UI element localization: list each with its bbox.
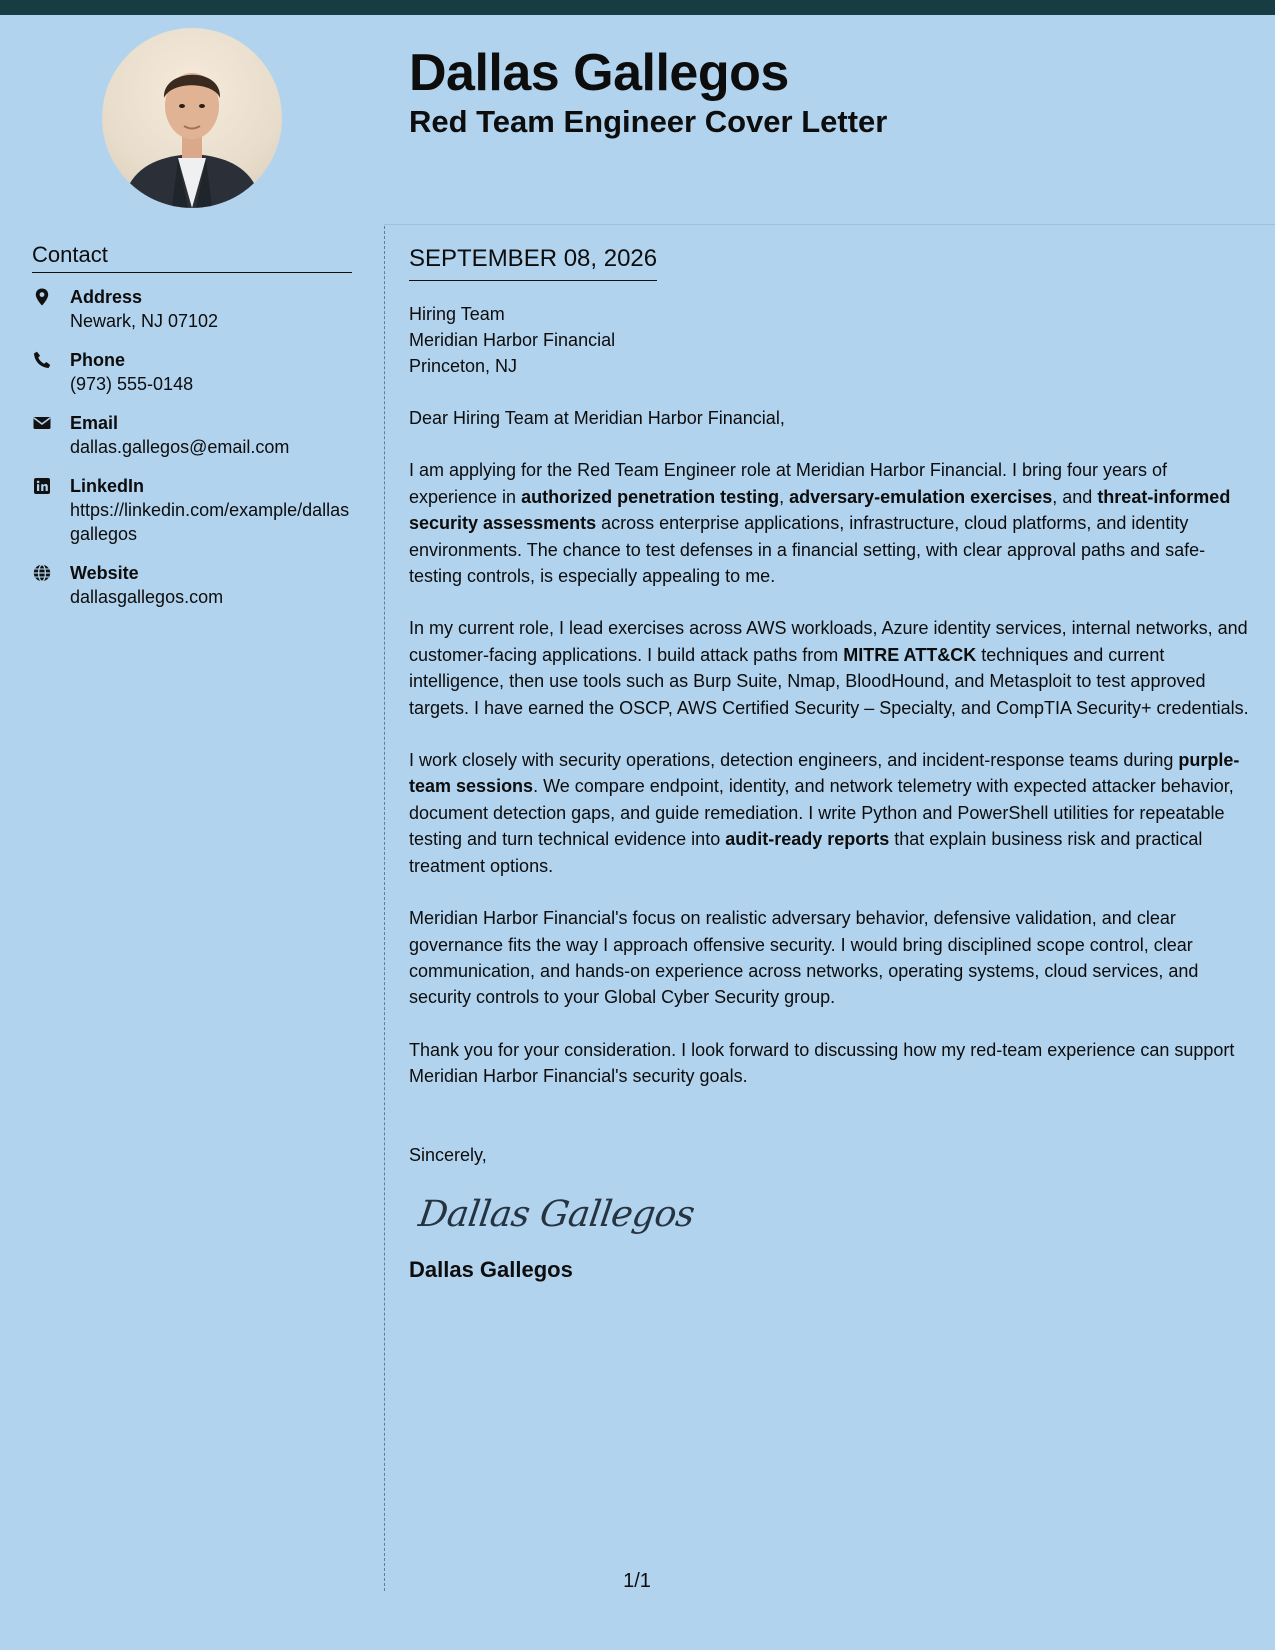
recipient-line: Meridian Harbor Financial — [409, 330, 616, 350]
globe-icon — [32, 563, 54, 585]
closing-line: Sincerely, — [409, 1144, 487, 1165]
header-divider — [384, 224, 1275, 225]
letter-body — [409, 244, 1251, 1283]
contact-phone — [32, 348, 352, 396]
contact-label: Email — [70, 413, 119, 433]
recipient-block — [409, 301, 1251, 379]
linkedin-icon — [32, 476, 54, 498]
document-subtitle: Red Team Engineer Cover Letter — [409, 104, 888, 139]
phone-icon — [32, 350, 54, 372]
contact-label: LinkedIn — [70, 476, 145, 496]
contact-email — [32, 411, 352, 459]
recipient-line: Princeton, NJ — [409, 356, 518, 376]
contact-value: (973) 555-0148 — [70, 374, 194, 394]
contact-heading: Contact — [32, 240, 352, 273]
contact-website — [32, 561, 352, 609]
handwritten-signature: Dallas Gallegos — [416, 1193, 697, 1235]
contact-value[interactable]: https://linkedin.com/example/dallasgallegos — [70, 500, 350, 544]
top-accent-bar — [0, 0, 1275, 15]
contact-sidebar — [32, 240, 352, 624]
contact-linkedin — [32, 474, 352, 546]
contact-value[interactable]: dallas.gallegos@email.com — [70, 437, 290, 457]
contact-value: Newark, NJ 07102 — [70, 311, 219, 331]
paragraph-2: In my current role, I lead exercises across AWS workloads, Azure identity services, internal networks, and customer-facing applications. I build attack paths from MITRE ATT&CK techniques and current intelligence, then use tools such as Burp Suite, Nmap, BloodHound, and Metasploit to test approved targets. I have earned the OSCP, AWS Certified Security – Specialty, and CompTIA Security+ credentials. — [409, 618, 1249, 718]
salutation: Dear Hiring Team at Meridian Harbor Financial, — [409, 408, 785, 428]
contact-label: Address — [70, 287, 143, 307]
contact-label: Phone — [70, 350, 126, 370]
location-pin-icon — [32, 287, 54, 309]
letter-date: SEPTEMBER 08, 2026 — [409, 244, 657, 281]
applicant-name: Dallas Gallegos — [409, 44, 789, 102]
recipient-line: Hiring Team — [409, 304, 505, 324]
paragraph-4: Meridian Harbor Financial's focus on realistic adversary behavior, defensive validation, and clear governance fits the way I approach offensive security. I would bring disciplined scope control, clear communication, and hands-on experience across networks, operating systems, cloud services, and security controls to your Global Cyber Security group. — [409, 908, 1199, 1008]
paragraph-5: Thank you for your consideration. I look forward to discussing how my red-team experience can support Meridian Harbor Financial's security goals. — [409, 1039, 1235, 1087]
paragraph-1: I am applying for the Red Team Engineer role at Meridian Harbor Financial. I bring four years of experience in authorized penetration testing, adversary-emulation exercises, and threat-informed security assessments across enterprise applications, infrastructure, cloud platforms, and identity environments. The chance to test defenses in a financial setting, with clear approval paths and safe-testing controls, is especially appealing to me. — [409, 460, 1231, 587]
envelope-icon — [32, 413, 54, 435]
profile-photo — [102, 28, 282, 208]
person-portrait-icon — [102, 28, 282, 208]
contact-label: Website — [70, 563, 139, 583]
paragraph-3: I work closely with security operations, detection engineers, and incident-response teams during purple-team sessions. We compare endpoint, identity, and network telemetry with expected attacker behavior, document detection gaps, and guide remediation. I write Python and PowerShell utilities for repeatable testing and turn technical evidence into audit-ready reports that explain business risk and practical treatment options. — [409, 750, 1240, 876]
page-number: 1/1 — [623, 1570, 651, 1592]
contact-value[interactable]: dallasgallegos.com — [70, 587, 224, 607]
contact-address — [32, 285, 352, 333]
column-divider — [384, 226, 385, 1591]
signed-name: Dallas Gallegos — [409, 1256, 573, 1282]
